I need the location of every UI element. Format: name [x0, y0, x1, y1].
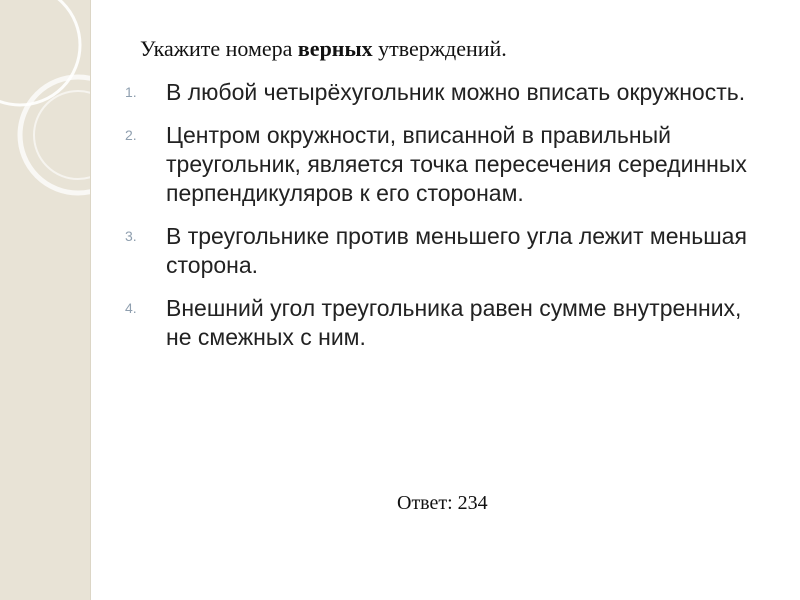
statement-number: 2. [125, 127, 137, 143]
statement-text: В треугольнике против меньшего угла лежит меньшая сторона. [166, 223, 747, 278]
slide-title [140, 36, 507, 62]
answer-text: Ответ: 234 [397, 492, 488, 514]
statement-item-1 [122, 78, 762, 107]
statement-list [122, 78, 762, 366]
statement-text: Внешний угол треугольника равен сумме внутренних, не смежных с ним. [166, 295, 742, 350]
title-bold-word: верных [297, 36, 373, 61]
statement-number: 4. [125, 300, 137, 316]
statement-text: В любой четырёхугольник можно вписать окружность. [166, 79, 746, 105]
title-prefix: Укажите номера [140, 36, 298, 61]
statement-number: 3. [125, 228, 137, 244]
title-suffix: утверждений. [372, 36, 507, 61]
decorative-side-band [0, 0, 91, 600]
statement-text: Центром окружности, вписанной в правильный треугольник, является точка пересечения серединных перпендикуляров к его сторонам. [166, 122, 747, 206]
statement-number: 1. [125, 84, 137, 100]
statement-item-2 [122, 121, 762, 208]
decorative-circles-icon [0, 0, 90, 600]
statement-item-4 [122, 294, 762, 352]
statement-item-3 [122, 222, 762, 280]
